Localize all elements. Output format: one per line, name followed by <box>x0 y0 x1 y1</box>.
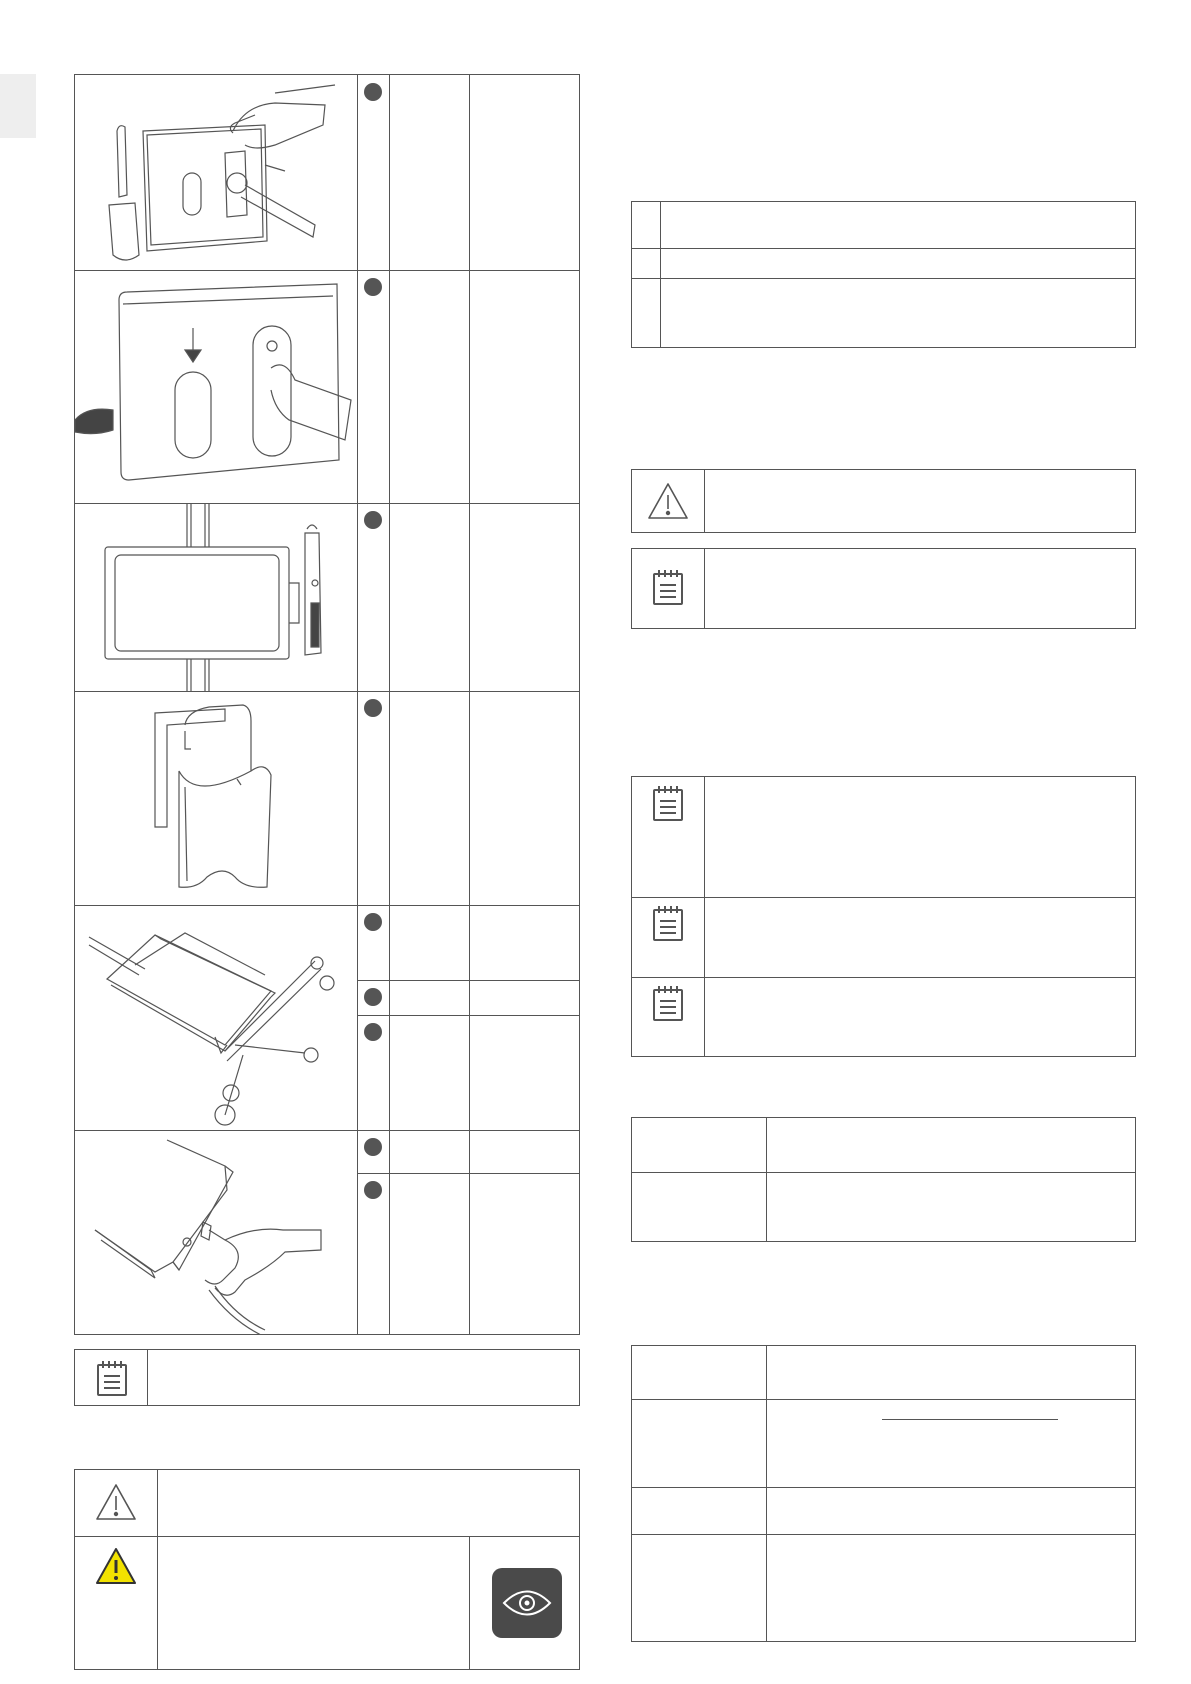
warning-box <box>631 469 1136 533</box>
note-icon <box>651 985 685 1023</box>
step-marker <box>364 1181 382 1199</box>
note-icon <box>651 785 685 823</box>
side-tab <box>0 74 36 138</box>
notes-table <box>631 776 1136 1057</box>
warning-triangle-icon <box>94 1482 138 1522</box>
note-box <box>631 548 1136 629</box>
note-icon <box>95 1360 129 1398</box>
step-marker <box>364 1138 382 1156</box>
illustration-monitor-back <box>75 270 357 503</box>
step-marker <box>364 1023 382 1041</box>
step-marker <box>364 83 382 101</box>
illustration-monitor-mount <box>75 75 357 270</box>
assembly-steps-table <box>74 74 580 1335</box>
step-marker <box>364 511 382 529</box>
step-marker <box>364 278 382 296</box>
illustration-cart-base <box>75 905 357 1130</box>
note-icon <box>651 569 685 607</box>
warning-triangle-icon <box>646 481 690 521</box>
info-table-1 <box>631 1117 1136 1242</box>
warning-yellow-icon <box>94 1546 138 1586</box>
link-underline[interactable] <box>882 1419 1058 1420</box>
warning-table <box>74 1469 580 1670</box>
illustration-power-cable <box>75 1130 357 1335</box>
step-marker <box>364 699 382 717</box>
info-table-2 <box>631 1345 1136 1642</box>
step-marker <box>364 988 382 1006</box>
note-icon <box>651 905 685 943</box>
note-box <box>74 1349 580 1406</box>
illustration-holder <box>75 691 357 905</box>
illustration-monitor-front <box>75 503 357 691</box>
step-marker <box>364 913 382 931</box>
eye-icon <box>492 1568 562 1638</box>
numbered-table <box>631 201 1136 348</box>
